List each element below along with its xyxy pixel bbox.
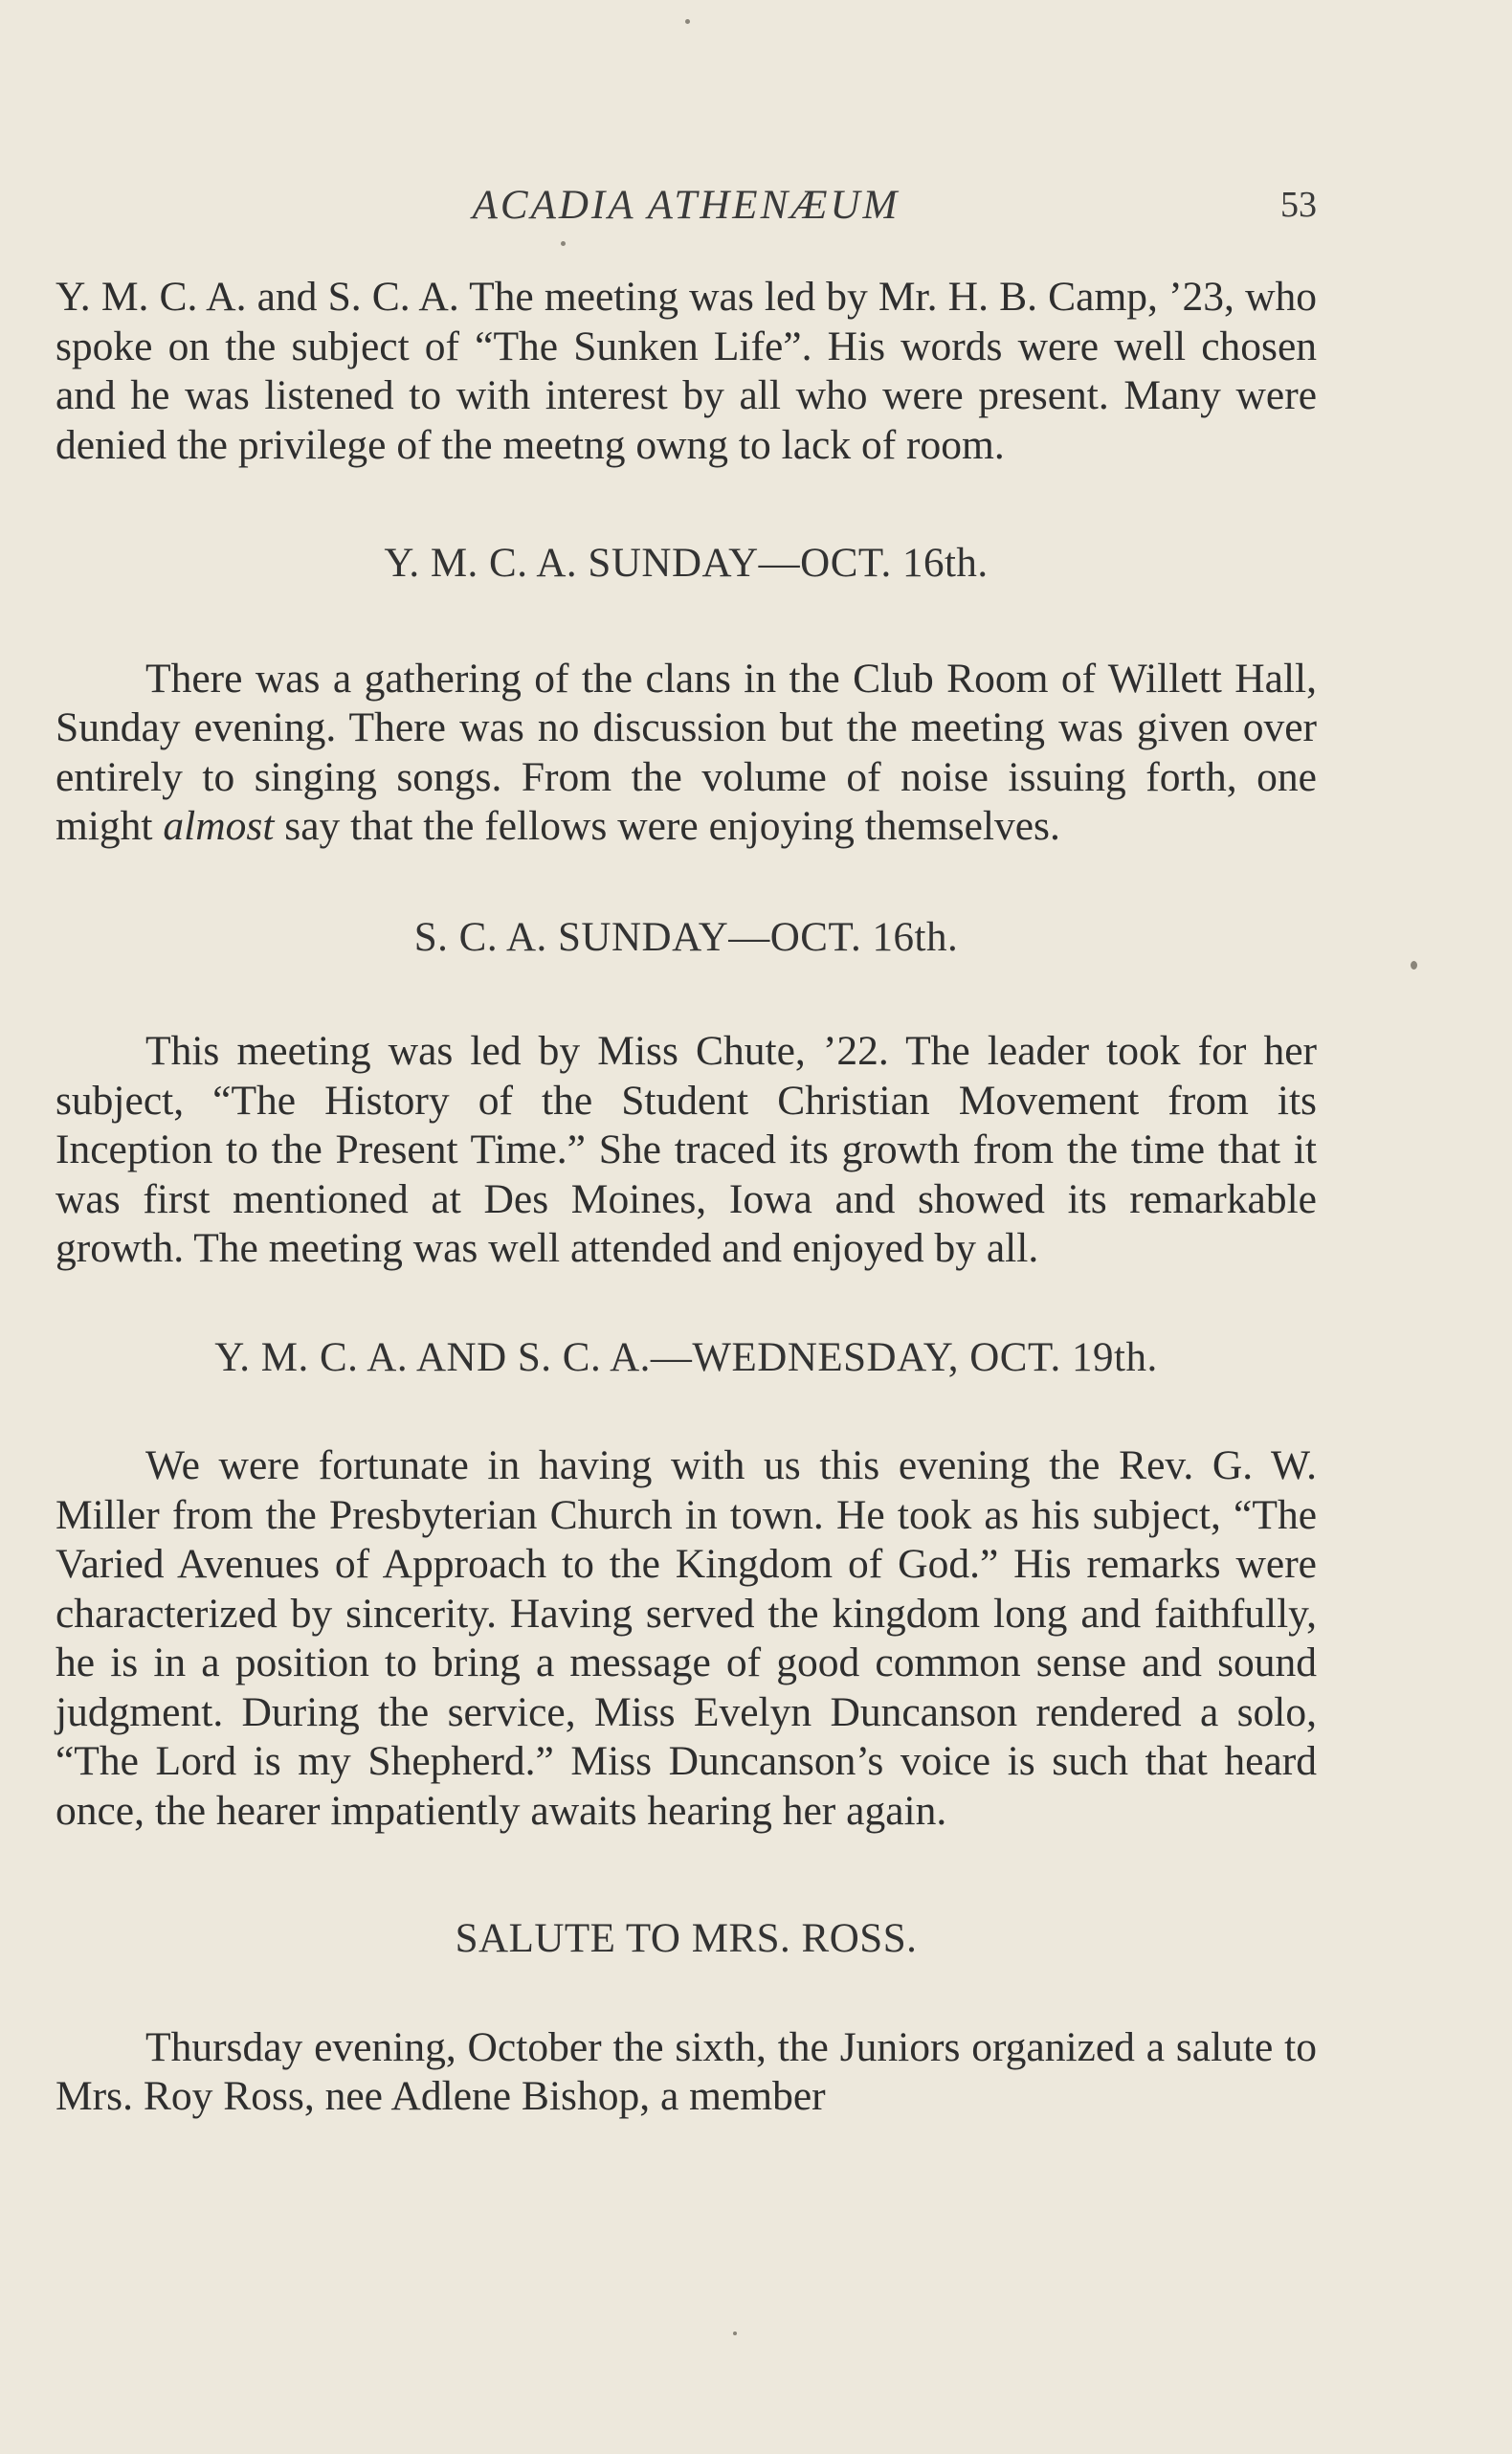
paragraph-text: say that the fellows were enjoying themselves.	[274, 803, 1060, 849]
paper-speck	[1411, 961, 1417, 970]
paper-speck	[733, 2331, 737, 2335]
paragraph-text: There was a gathering of the clans in the Club Room of Willett Hall, Sunday evening. There was no discussion but the meeting was given over entirely to singing songs. From the volume of noise issuing forth, one might	[56, 655, 1317, 849]
emphasis-text: almost	[163, 803, 275, 849]
section-heading-ymca-sunday: Y. M. C. A. SUNDAY—OCT. 16th.	[384, 541, 989, 586]
paragraph-camp-meeting: Y. M. C. A. and S. C. A. The meeting was led by Mr. H. B. Camp, ’23, who spoke on the subject of “The Sunken Life”. His words were well chosen and he was listened to with interest by all who were present. Many were denied the privilege of the meetng owng to lack of room.	[56, 274, 1317, 468]
paragraph-club-room-gathering	[56, 655, 1317, 852]
section-heading-wednesday: Y. M. C. A. AND S. C. A.—WEDNESDAY, OCT. 19th.	[214, 1334, 1158, 1380]
page-number: 53	[1280, 185, 1317, 225]
paper-speck	[561, 241, 566, 246]
page-body	[56, 273, 1317, 2122]
paragraph-miss-chute-meeting: This meeting was led by Miss Chute, ’22. The leader took for her subject, “The History of the Student Christian Movement from its Inception to the Present Time.” She traced its growth from the time that it was first mentioned at Des Moines, Iowa and showed its remarkable growth. The meeting was well attended and enjoyed by all.	[56, 1028, 1317, 1271]
paper-speck	[685, 19, 690, 24]
page-header	[56, 182, 1317, 239]
section-heading-sca-sunday: S. C. A. SUNDAY—OCT. 16th.	[413, 914, 959, 960]
section-heading-salute: SALUTE TO MRS. ROSS.	[455, 1916, 918, 1961]
paragraph-rev-miller: We were fortunate in having with us this evening the Rev. G. W. Miller from the Presbyterian Church in town. He took as his subject, “The Varied Avenues of Approach to the Kingdom of God.” His remarks were characterized by sincerity. Having served the kingdom long and faithfully, he is in a position to bring a message of good common sense and sound judgment. During the service, Miss Evelyn Duncanson rendered a solo, “The Lord is my Shepherd.” Miss Duncanson’s voice is such that heard once, the hearer impatiently awaits hearing her again.	[56, 1442, 1317, 1834]
running-title: ACADIA ATHENÆUM	[472, 183, 901, 228]
paragraph-salute-mrs-ross: Thursday evening, October the sixth, the Juniors organized a salute to Mrs. Roy Ross, nee Adlene Bishop, a member	[56, 2023, 1317, 2119]
